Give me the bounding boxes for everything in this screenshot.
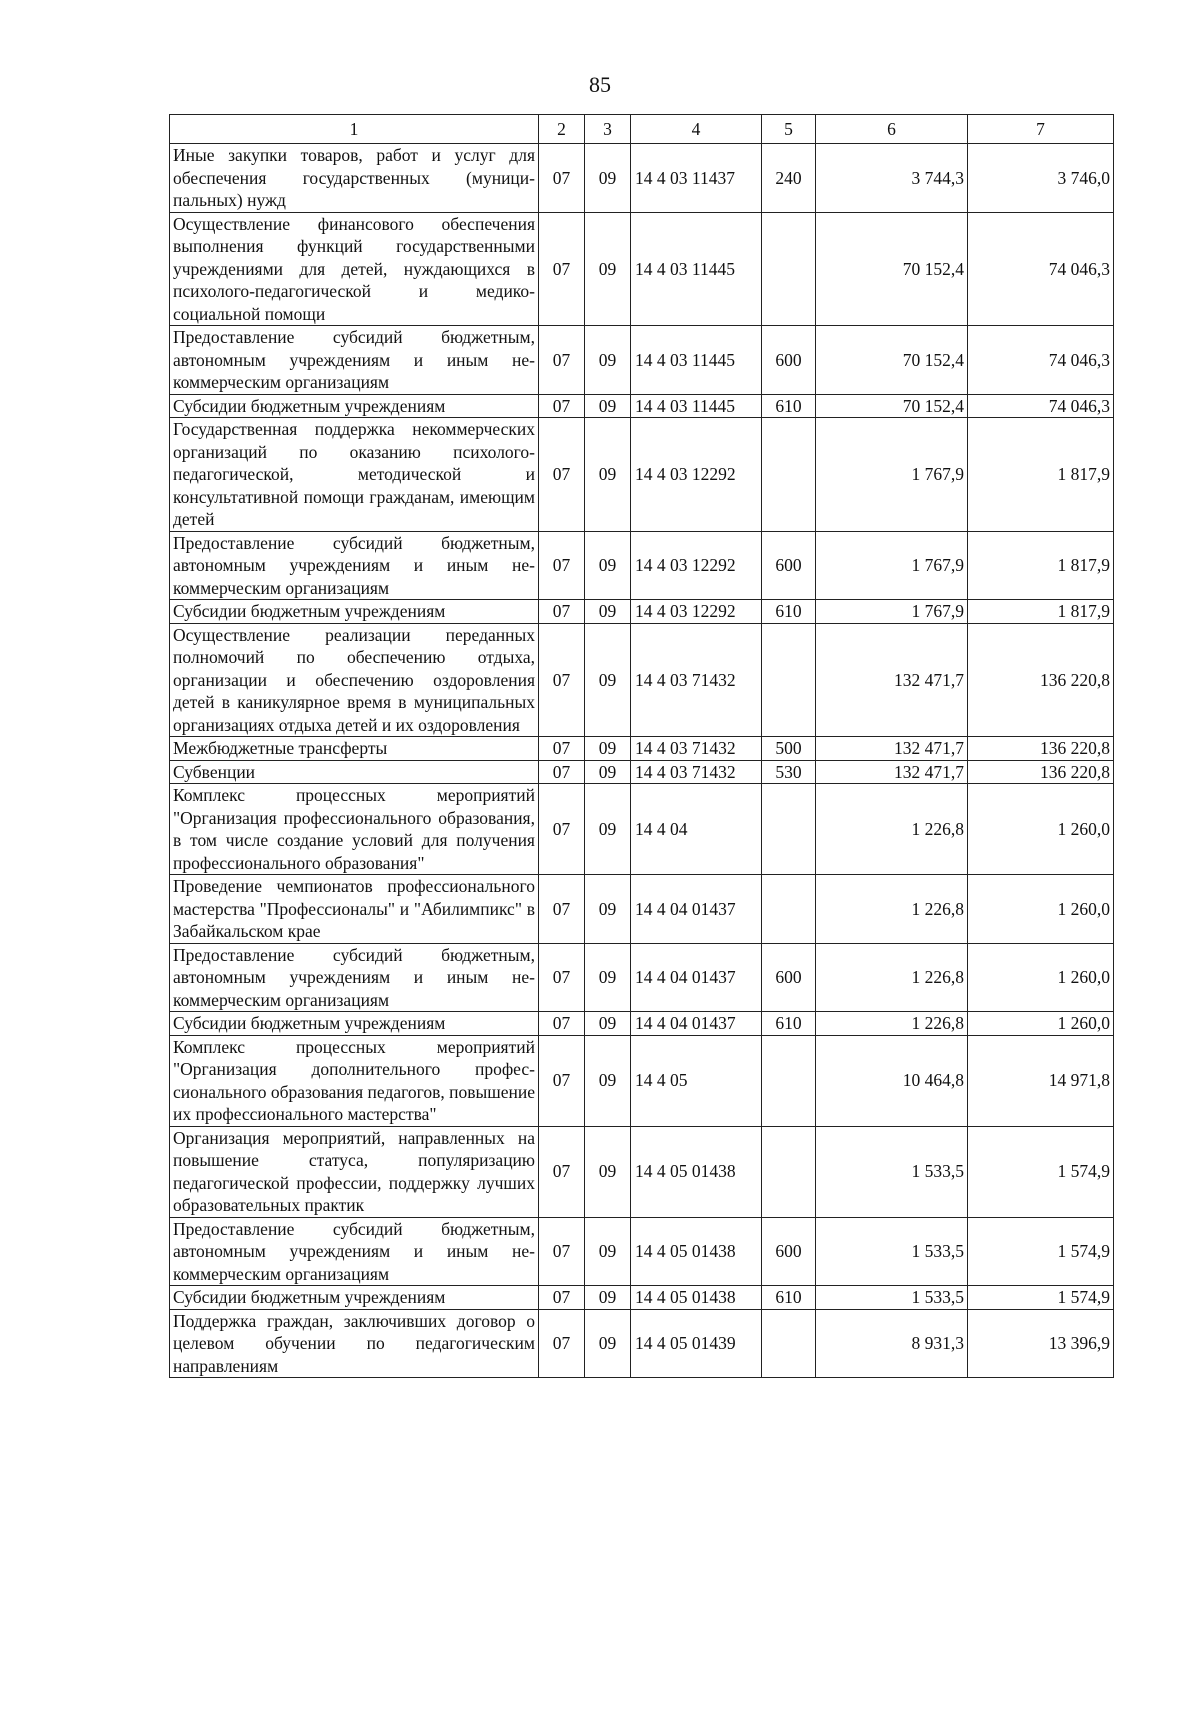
page-number: 85 xyxy=(589,72,611,97)
amount-year2-cell: 136 220,8 xyxy=(968,760,1114,784)
expense-type-cell: 600 xyxy=(762,943,816,1012)
subsection-code-cell: 09 xyxy=(585,212,631,326)
expense-type-cell xyxy=(762,1309,816,1378)
table-row xyxy=(170,600,1114,624)
table-header xyxy=(170,115,1114,144)
section-code-cell: 07 xyxy=(539,144,585,213)
subsection-code-cell: 09 xyxy=(585,531,631,600)
row-name-cell: Организация мероприятий, направленных на повышение статуса, популяризацию педагогической профессии, поддержку лучших образовательных практик xyxy=(170,1126,539,1217)
target-article-cell: 14 4 04 01437 xyxy=(631,875,762,944)
table-row xyxy=(170,326,1114,395)
expense-type-cell: 530 xyxy=(762,760,816,784)
target-article-cell: 14 4 03 12292 xyxy=(631,531,762,600)
section-code-cell: 07 xyxy=(539,326,585,395)
subsection-code-cell: 09 xyxy=(585,1126,631,1217)
amount-year1-cell: 132 471,7 xyxy=(816,760,968,784)
row-name-cell: Предоставление субсидий бюджетным, автономным учреждениям и иным некоммерческим организациям xyxy=(170,1217,539,1286)
subsection-code-cell: 09 xyxy=(585,943,631,1012)
amount-year1-cell: 1 767,9 xyxy=(816,531,968,600)
amount-year1-cell: 70 152,4 xyxy=(816,212,968,326)
expense-type-cell xyxy=(762,875,816,944)
section-code-cell: 07 xyxy=(539,1286,585,1310)
target-article-cell: 14 4 05 01439 xyxy=(631,1309,762,1378)
row-name-cell: Субвенции xyxy=(170,760,539,784)
expense-type-cell xyxy=(762,212,816,326)
row-name-cell: Субсидии бюджетным учреждениям xyxy=(170,1012,539,1036)
subsection-code-cell: 09 xyxy=(585,418,631,532)
subsection-code-cell: 09 xyxy=(585,760,631,784)
target-article-cell: 14 4 03 11445 xyxy=(631,212,762,326)
subsection-code-cell: 09 xyxy=(585,623,631,737)
section-code-cell: 07 xyxy=(539,531,585,600)
expense-type-cell xyxy=(762,418,816,532)
column-header: 6 xyxy=(816,115,968,144)
target-article-cell: 14 4 03 11445 xyxy=(631,394,762,418)
amount-year1-cell: 1 767,9 xyxy=(816,600,968,624)
target-article-cell: 14 4 03 71432 xyxy=(631,623,762,737)
amount-year1-cell: 70 152,4 xyxy=(816,326,968,395)
amount-year1-cell: 1 533,5 xyxy=(816,1217,968,1286)
row-name-cell: Поддержка граждан, заключивших договор о целевом обучении по педагогическим направлениям xyxy=(170,1309,539,1378)
row-name-cell: Комплекс процессных мероприятий "Организация профессионального образования, в том числе создание условий для получения профессионального образования" xyxy=(170,784,539,875)
table-row xyxy=(170,394,1114,418)
table-row xyxy=(170,1035,1114,1126)
table-body xyxy=(170,144,1114,1378)
amount-year2-cell: 136 220,8 xyxy=(968,623,1114,737)
target-article-cell: 14 4 05 xyxy=(631,1035,762,1126)
table-row xyxy=(170,875,1114,944)
amount-year2-cell: 1 260,0 xyxy=(968,1012,1114,1036)
row-name-cell: Комплекс процессных мероприятий "Организация дополнительного профессионального образования педагогов, повышение их профессионального мастерства" xyxy=(170,1035,539,1126)
amount-year2-cell: 1 817,9 xyxy=(968,418,1114,532)
amount-year2-cell: 74 046,3 xyxy=(968,212,1114,326)
amount-year1-cell: 70 152,4 xyxy=(816,394,968,418)
subsection-code-cell: 09 xyxy=(585,1035,631,1126)
table-row xyxy=(170,144,1114,213)
subsection-code-cell: 09 xyxy=(585,1012,631,1036)
subsection-code-cell: 09 xyxy=(585,1286,631,1310)
target-article-cell: 14 4 04 xyxy=(631,784,762,875)
amount-year2-cell: 136 220,8 xyxy=(968,737,1114,761)
amount-year2-cell: 13 396,9 xyxy=(968,1309,1114,1378)
expense-type-cell: 610 xyxy=(762,394,816,418)
table-row xyxy=(170,531,1114,600)
row-name-cell: Субсидии бюджетным учреждениям xyxy=(170,394,539,418)
column-header: 4 xyxy=(631,115,762,144)
table-row xyxy=(170,784,1114,875)
expense-type-cell: 600 xyxy=(762,326,816,395)
target-article-cell: 14 4 03 71432 xyxy=(631,760,762,784)
amount-year1-cell: 1 226,8 xyxy=(816,1012,968,1036)
subsection-code-cell: 09 xyxy=(585,1309,631,1378)
amount-year2-cell: 3 746,0 xyxy=(968,144,1114,213)
subsection-code-cell: 09 xyxy=(585,737,631,761)
amount-year2-cell: 74 046,3 xyxy=(968,326,1114,395)
target-article-cell: 14 4 05 01438 xyxy=(631,1286,762,1310)
expense-type-cell: 610 xyxy=(762,1286,816,1310)
budget-table xyxy=(169,114,1114,1378)
section-code-cell: 07 xyxy=(539,737,585,761)
column-header: 3 xyxy=(585,115,631,144)
row-name-cell: Государственная поддержка некоммерческих организаций по оказанию психолого-педагогической, методической и консультативной помощи гражданам, имеющим детей xyxy=(170,418,539,532)
expense-type-cell: 500 xyxy=(762,737,816,761)
target-article-cell: 14 4 03 12292 xyxy=(631,418,762,532)
section-code-cell: 07 xyxy=(539,1012,585,1036)
amount-year1-cell: 132 471,7 xyxy=(816,623,968,737)
expense-type-cell xyxy=(762,784,816,875)
table-row xyxy=(170,1126,1114,1217)
amount-year1-cell: 3 744,3 xyxy=(816,144,968,213)
amount-year2-cell: 1 260,0 xyxy=(968,943,1114,1012)
target-article-cell: 14 4 03 71432 xyxy=(631,737,762,761)
subsection-code-cell: 09 xyxy=(585,784,631,875)
target-article-cell: 14 4 03 12292 xyxy=(631,600,762,624)
row-name-cell: Межбюджетные трансферты xyxy=(170,737,539,761)
table-row xyxy=(170,1286,1114,1310)
subsection-code-cell: 09 xyxy=(585,394,631,418)
expense-type-cell: 240 xyxy=(762,144,816,213)
amount-year1-cell: 1 226,8 xyxy=(816,875,968,944)
section-code-cell: 07 xyxy=(539,212,585,326)
section-code-cell: 07 xyxy=(539,760,585,784)
row-name-cell: Субсидии бюджетным учреждениям xyxy=(170,1286,539,1310)
row-name-cell: Осуществление финансового обеспечения выполнения функций государственными учреждениями для детей, нуждающихся в психолого-педагогической и медико-социальной помощи xyxy=(170,212,539,326)
row-name-cell: Проведение чемпионатов профессионального мастерства "Профессионалы" и "Абилимпикс" в Забайкальском крае xyxy=(170,875,539,944)
amount-year1-cell: 1 767,9 xyxy=(816,418,968,532)
table-row xyxy=(170,1217,1114,1286)
target-article-cell: 14 4 03 11437 xyxy=(631,144,762,213)
target-article-cell: 14 4 04 01437 xyxy=(631,943,762,1012)
subsection-code-cell: 09 xyxy=(585,144,631,213)
amount-year2-cell: 1 260,0 xyxy=(968,875,1114,944)
row-name-cell: Иные закупки товаров, работ и услуг для обеспечения государственных (муниципальных) нужд xyxy=(170,144,539,213)
target-article-cell: 14 4 04 01437 xyxy=(631,1012,762,1036)
subsection-code-cell: 09 xyxy=(585,875,631,944)
section-code-cell: 07 xyxy=(539,1309,585,1378)
section-code-cell: 07 xyxy=(539,1035,585,1126)
column-header: 2 xyxy=(539,115,585,144)
subsection-code-cell: 09 xyxy=(585,600,631,624)
row-name-cell: Субсидии бюджетным учреждениям xyxy=(170,600,539,624)
table-row xyxy=(170,943,1114,1012)
column-header: 5 xyxy=(762,115,816,144)
section-code-cell: 07 xyxy=(539,875,585,944)
expense-type-cell: 600 xyxy=(762,1217,816,1286)
section-code-cell: 07 xyxy=(539,943,585,1012)
table-row xyxy=(170,212,1114,326)
row-name-cell: Предоставление субсидий бюджетным, автономным учреждениям и иным некоммерческим организациям xyxy=(170,326,539,395)
expense-type-cell: 610 xyxy=(762,1012,816,1036)
amount-year1-cell: 1 533,5 xyxy=(816,1286,968,1310)
column-header: 1 xyxy=(170,115,539,144)
amount-year2-cell: 1 574,9 xyxy=(968,1126,1114,1217)
amount-year2-cell: 74 046,3 xyxy=(968,394,1114,418)
column-header: 7 xyxy=(968,115,1114,144)
expense-type-cell: 610 xyxy=(762,600,816,624)
amount-year2-cell: 1 574,9 xyxy=(968,1217,1114,1286)
row-name-cell: Осуществление реализации переданных полномочий по обеспечению отдыха, организации и обеспечению оздоровления детей в каникулярное время в муниципальных организациях отдыха детей и их оздоровления xyxy=(170,623,539,737)
expense-type-cell xyxy=(762,1035,816,1126)
table-row xyxy=(170,760,1114,784)
amount-year1-cell: 132 471,7 xyxy=(816,737,968,761)
section-code-cell: 07 xyxy=(539,418,585,532)
subsection-code-cell: 09 xyxy=(585,326,631,395)
amount-year1-cell: 10 464,8 xyxy=(816,1035,968,1126)
target-article-cell: 14 4 05 01438 xyxy=(631,1217,762,1286)
row-name-cell: Предоставление субсидий бюджетным, автономным учреждениям и иным некоммерческим организациям xyxy=(170,531,539,600)
expense-type-cell xyxy=(762,623,816,737)
expense-type-cell: 600 xyxy=(762,531,816,600)
section-code-cell: 07 xyxy=(539,394,585,418)
amount-year2-cell: 1 574,9 xyxy=(968,1286,1114,1310)
amount-year2-cell: 14 971,8 xyxy=(968,1035,1114,1126)
amount-year2-cell: 1 817,9 xyxy=(968,531,1114,600)
table-row xyxy=(170,737,1114,761)
target-article-cell: 14 4 03 11445 xyxy=(631,326,762,395)
amount-year2-cell: 1 260,0 xyxy=(968,784,1114,875)
section-code-cell: 07 xyxy=(539,1126,585,1217)
table-row xyxy=(170,418,1114,532)
amount-year1-cell: 1 533,5 xyxy=(816,1126,968,1217)
amount-year1-cell: 8 931,3 xyxy=(816,1309,968,1378)
amount-year1-cell: 1 226,8 xyxy=(816,784,968,875)
subsection-code-cell: 09 xyxy=(585,1217,631,1286)
section-code-cell: 07 xyxy=(539,1217,585,1286)
row-name-cell: Предоставление субсидий бюджетным, автономным учреждениям и иным некоммерческим организациям xyxy=(170,943,539,1012)
header-row xyxy=(170,115,1114,144)
table-row xyxy=(170,1012,1114,1036)
amount-year1-cell: 1 226,8 xyxy=(816,943,968,1012)
table-row xyxy=(170,623,1114,737)
amount-year2-cell: 1 817,9 xyxy=(968,600,1114,624)
target-article-cell: 14 4 05 01438 xyxy=(631,1126,762,1217)
table-row xyxy=(170,1309,1114,1378)
expense-type-cell xyxy=(762,1126,816,1217)
section-code-cell: 07 xyxy=(539,784,585,875)
section-code-cell: 07 xyxy=(539,600,585,624)
section-code-cell: 07 xyxy=(539,623,585,737)
